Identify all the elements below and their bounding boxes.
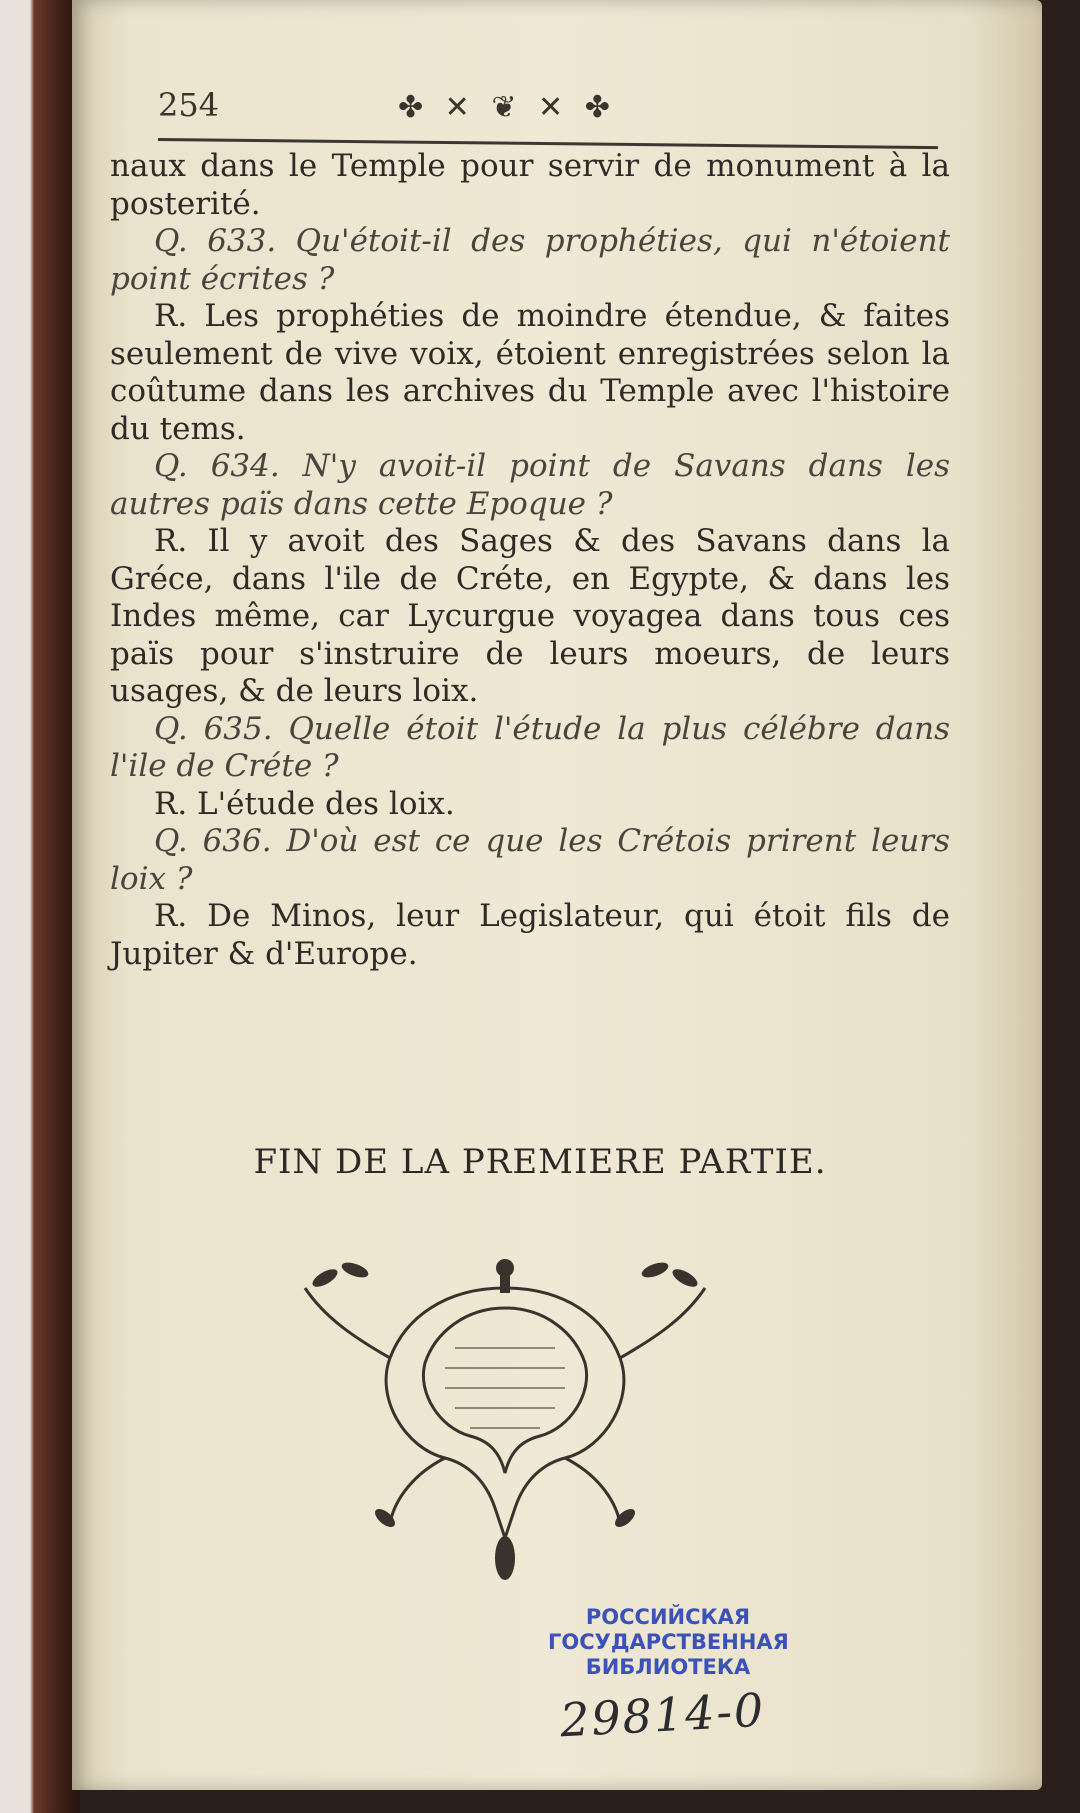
book-spine-edge [0,0,80,1813]
question-635: Q. 635. Quelle étoit l'étude la plus célébre dans l'ile de Créte ? [110,710,950,784]
answer-634: R. Il y avoit des Sages & des Savans dans la Gréce, dans l'ile de Créte, en Egypte, & dans les Indes même, car Lycurgue voyagea dans tous ces païs pour s'instruire de leurs moeurs, de leurs usages, & de leurs loix. [110,523,950,709]
question-636: Q. 636. D'où est ce que les Crétois prirent leurs loix ? [110,823,950,897]
library-stamp [548,1605,788,1680]
closing-title: FIN DE LA PREMIERE PARTIE. [253,1142,827,1182]
stamp-line: БИБЛИОТЕКА [585,1655,751,1679]
answer-635: R. L'étude des loix. [154,785,455,822]
page-number: 254 [158,86,220,124]
stamp-line: ГОСУДАРСТВЕННАЯ [548,1630,789,1654]
answer-636: R. De Minos, leur Legislateur, qui étoit fils de Jupiter & d'Europe. [110,898,950,972]
question-634: Q. 634. N'y avoit-il point de Savans dans les autres païs dans cette Epoque ? [110,448,950,522]
answer-633: R. Les prophéties de moindre étendue, & faites seulement de vive voix, étoient enregistrées selon la coûtume dans les archives du Temple avec l'histoire du tems. [110,298,950,447]
header-ornament-icon: ✤ ✕ ❦ ✕ ✤ [398,90,616,125]
question-633: Q. 633. Qu'étoit-il des prophéties, qui n'étoient point écrites ? [110,223,950,297]
stamp-line: РОССИЙСКАЯ [585,1605,751,1629]
page-header [158,78,938,138]
paragraph: naux dans le Temple pour servir de monument à la posterité. [110,148,950,222]
shelfmark: 29814-0 [558,1682,767,1748]
fleuron-ornament-icon [295,1248,715,1588]
page-body [110,148,950,973]
